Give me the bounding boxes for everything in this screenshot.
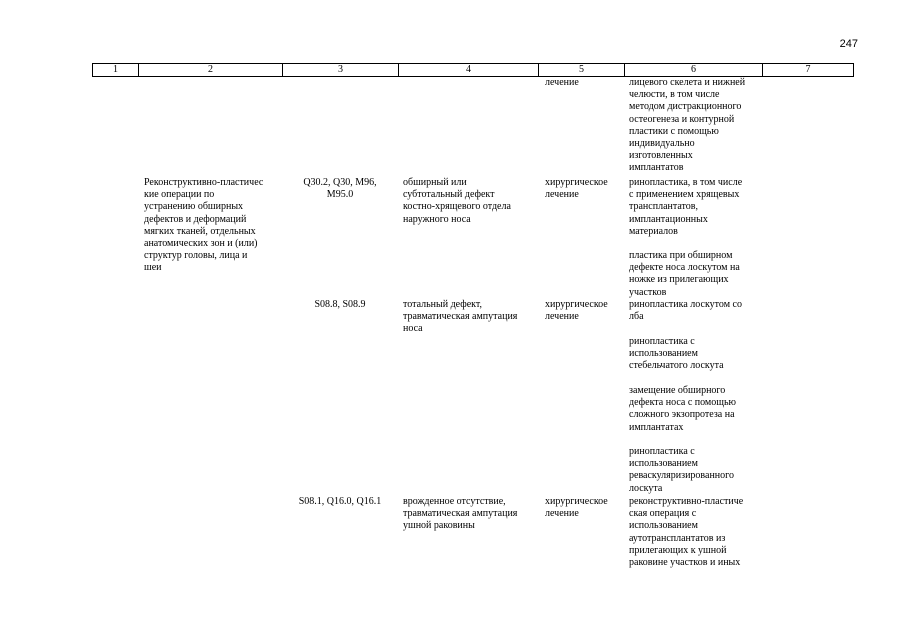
row3-treatment: хирургическое лечение bbox=[545, 496, 608, 520]
row2-method-b: ринопластика с использованием стебельчатого лоскута bbox=[629, 336, 724, 372]
column-header-2: 2 bbox=[138, 64, 282, 76]
row2-codes: S08.8, S08.9 bbox=[314, 299, 366, 310]
column-header-1: 1 bbox=[92, 64, 138, 76]
row0-treatment: лечение bbox=[545, 77, 579, 88]
row1-method-a: ринопластика, в том числе с применением хрящевых трансплантатов, имплантационных материалов bbox=[629, 177, 743, 237]
row1-codes: Q30.2, Q30, M96, M95.0 bbox=[303, 177, 377, 201]
row1-diagnosis: обширный или субтотальный дефект костно-хрящевого отдела наружного носа bbox=[403, 177, 511, 225]
row2-method-d: ринопластика с использованием реваскуляризированного лоскута bbox=[629, 446, 735, 494]
row3-codes: S08.1, Q16.0, Q16.1 bbox=[298, 496, 382, 507]
row1-method-b: пластика при обширном дефекте носа лоскутом на ножке из прилегающих участков bbox=[629, 250, 740, 298]
column-header-5: 5 bbox=[538, 64, 624, 76]
row1-procedure-name: Реконструктивно-пластичес кие операции по устранению обширных дефектов и деформаций мягких тканей, отдельных анатомических зон и (или) структур головы, лица и шеи bbox=[144, 177, 264, 274]
row3-method-a: реконструктивно-пластиче ская операция с использованием аутотрансплантатов из прилегающих к ушной раковине участков и иных bbox=[629, 496, 744, 569]
row0-method: лицевого скелета и нижней челюсти, в том числе методом дистракционного остеогенеза и контурной пластики с помощью индивидуально изготовленных имплантатов bbox=[629, 77, 746, 174]
row1-treatment: хирургическое лечение bbox=[545, 177, 608, 201]
page-number: 247 bbox=[839, 38, 858, 50]
row2-diagnosis: тотальный дефект, травматическая ампутация носа bbox=[403, 299, 518, 335]
row2-treatment: хирургическое лечение bbox=[545, 299, 608, 323]
column-header-4: 4 bbox=[398, 64, 538, 76]
row3-diagnosis: врожденное отсутствие, травматическая ампутация ушной раковины bbox=[403, 496, 518, 532]
row2-method-a: ринопластика лоскутом со лба bbox=[629, 299, 742, 323]
column-header-7: 7 bbox=[762, 64, 854, 76]
row2-method-c: замещение обширного дефекта носа с помощью сложного экзопротеза на имплантатах bbox=[629, 385, 736, 433]
column-header-6: 6 bbox=[624, 64, 762, 76]
column-header-3: 3 bbox=[282, 64, 398, 76]
